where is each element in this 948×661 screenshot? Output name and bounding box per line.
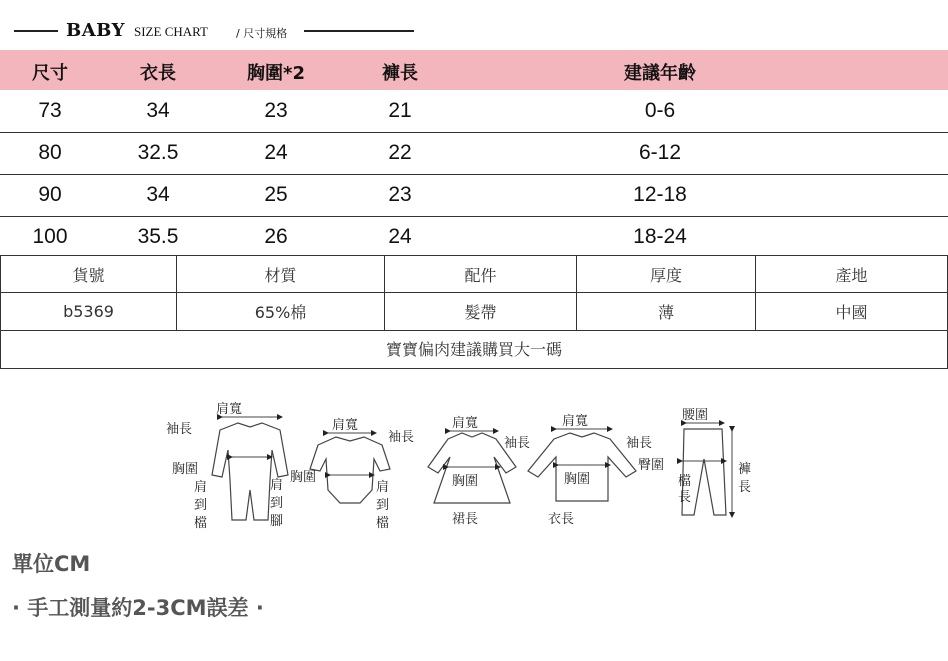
top-label-length: 衣長 [548,512,575,527]
pants-label-rise-length: 長 [678,490,692,505]
cell-length: 32.5 [137,141,179,164]
dress-label-length: 裙長 [452,512,479,527]
dress-outline [428,433,516,503]
dress-label-chest: 胸圍 [452,474,479,489]
cell-chest: 23 [264,99,288,122]
cell-size: 80 [38,141,62,164]
cell-size: 73 [38,99,62,122]
cell-size: 90 [38,183,62,206]
size-advice-note: 寶寶偏肉建議購買大一碼 [0,331,948,369]
info-accessory: 髮帶 [385,293,577,331]
header-rule-left [14,30,58,32]
top-diagram [528,414,652,527]
table-row [0,174,948,217]
info-material: 65%棉 [177,293,385,331]
pants-diagram [638,408,751,515]
cell-chest: 24 [264,141,288,164]
cell-length: 34 [146,183,170,206]
unit-label: 單位CM [12,552,91,576]
dress-diagram [428,416,530,527]
cell-length: 35.5 [137,225,179,248]
dress-label-sleeve: 袖長 [504,436,531,451]
col-age-header: 建議年齡 [624,63,696,84]
romper-label-to2: 到 [270,496,284,511]
pants-label-pants: 褲 [738,462,752,477]
col-pants-header: 褲長 [382,63,418,84]
cell-age: 6-12 [638,141,682,164]
top-label-sleeve: 袖長 [626,436,653,451]
top-label-chest: 胸圍 [564,472,591,487]
pants-label-hip: 臀圍 [638,458,665,473]
romper-label-crotch: 檔 [194,516,208,531]
dress-label-shoulder: 肩寬 [452,416,479,431]
bodysuit-diagram [290,418,414,531]
measurement-note: · 手工測量約2-3CM誤差 · [12,596,264,620]
cell-size: 100 [32,225,68,248]
info-value-row [1,293,948,331]
cell-pants: 23 [388,183,412,206]
cell-pants: 24 [388,225,412,248]
bodysuit-label-chest: 胸圍 [290,470,317,485]
brand-title: BABY [66,20,125,41]
romper-diagram [166,402,288,531]
bodysuit-label-to: 到 [376,498,390,513]
romper-label-chest: 胸圍 [172,462,199,477]
cell-chest: 25 [264,183,288,206]
info-thickness: 薄 [577,293,756,331]
cell-age: 12-18 [633,183,687,206]
info-header-thickness: 厚度 [577,256,756,293]
info-header-row [1,256,948,293]
info-header-material: 材質 [177,256,385,293]
cell-pants: 22 [388,141,412,164]
col-length-header: 衣長 [140,63,176,84]
pants-label-pants-length: 長 [738,480,752,495]
romper-label-shoulder: 肩寬 [216,402,243,417]
col-size-header: 尺寸 [32,63,68,84]
top-label-shoulder: 肩寬 [562,414,589,429]
romper-label-shoulder2: 肩 [270,478,284,493]
pants-label-waist: 腰圍 [682,408,709,423]
bodysuit-label-sleeve: 袖長 [388,430,415,445]
info-origin: 中國 [756,293,948,331]
info-header-accessory: 配件 [385,256,577,293]
cell-age: 18-24 [633,225,687,248]
cell-chest: 26 [264,225,288,248]
cell-age: 0-6 [644,99,676,122]
romper-label-to: 到 [194,498,208,513]
chart-subtitle: SIZE CHART [134,24,208,39]
header-rule-right [304,30,414,32]
info-header-origin: 產地 [756,256,948,293]
size-table-header [0,50,948,90]
info-header-item-no: 貨號 [1,256,177,293]
bodysuit-label-shoulder-to: 肩 [376,480,390,495]
pants-label-rise: 檔 [678,474,692,489]
size-chart-header [0,18,948,44]
info-item-no: b5369 [1,293,177,331]
product-info-table [0,255,948,331]
table-row [0,216,948,256]
cell-length: 34 [146,99,170,122]
bodysuit-label-shoulder: 肩寬 [332,418,359,433]
romper-label-shoulder-to: 肩 [194,480,208,495]
col-chest-header: 胸圍*2 [247,63,305,84]
cell-pants: 21 [388,99,412,122]
top-outline [528,433,636,501]
bodysuit-label-crotch: 檔 [376,516,390,531]
measurement-diagrams [150,395,770,540]
table-row [0,90,948,133]
chart-subtitle-chinese: / 尺寸規格 [236,27,288,40]
romper-label-sleeve: 袖長 [166,422,193,437]
table-row [0,132,948,175]
romper-label-foot: 腳 [270,514,284,529]
